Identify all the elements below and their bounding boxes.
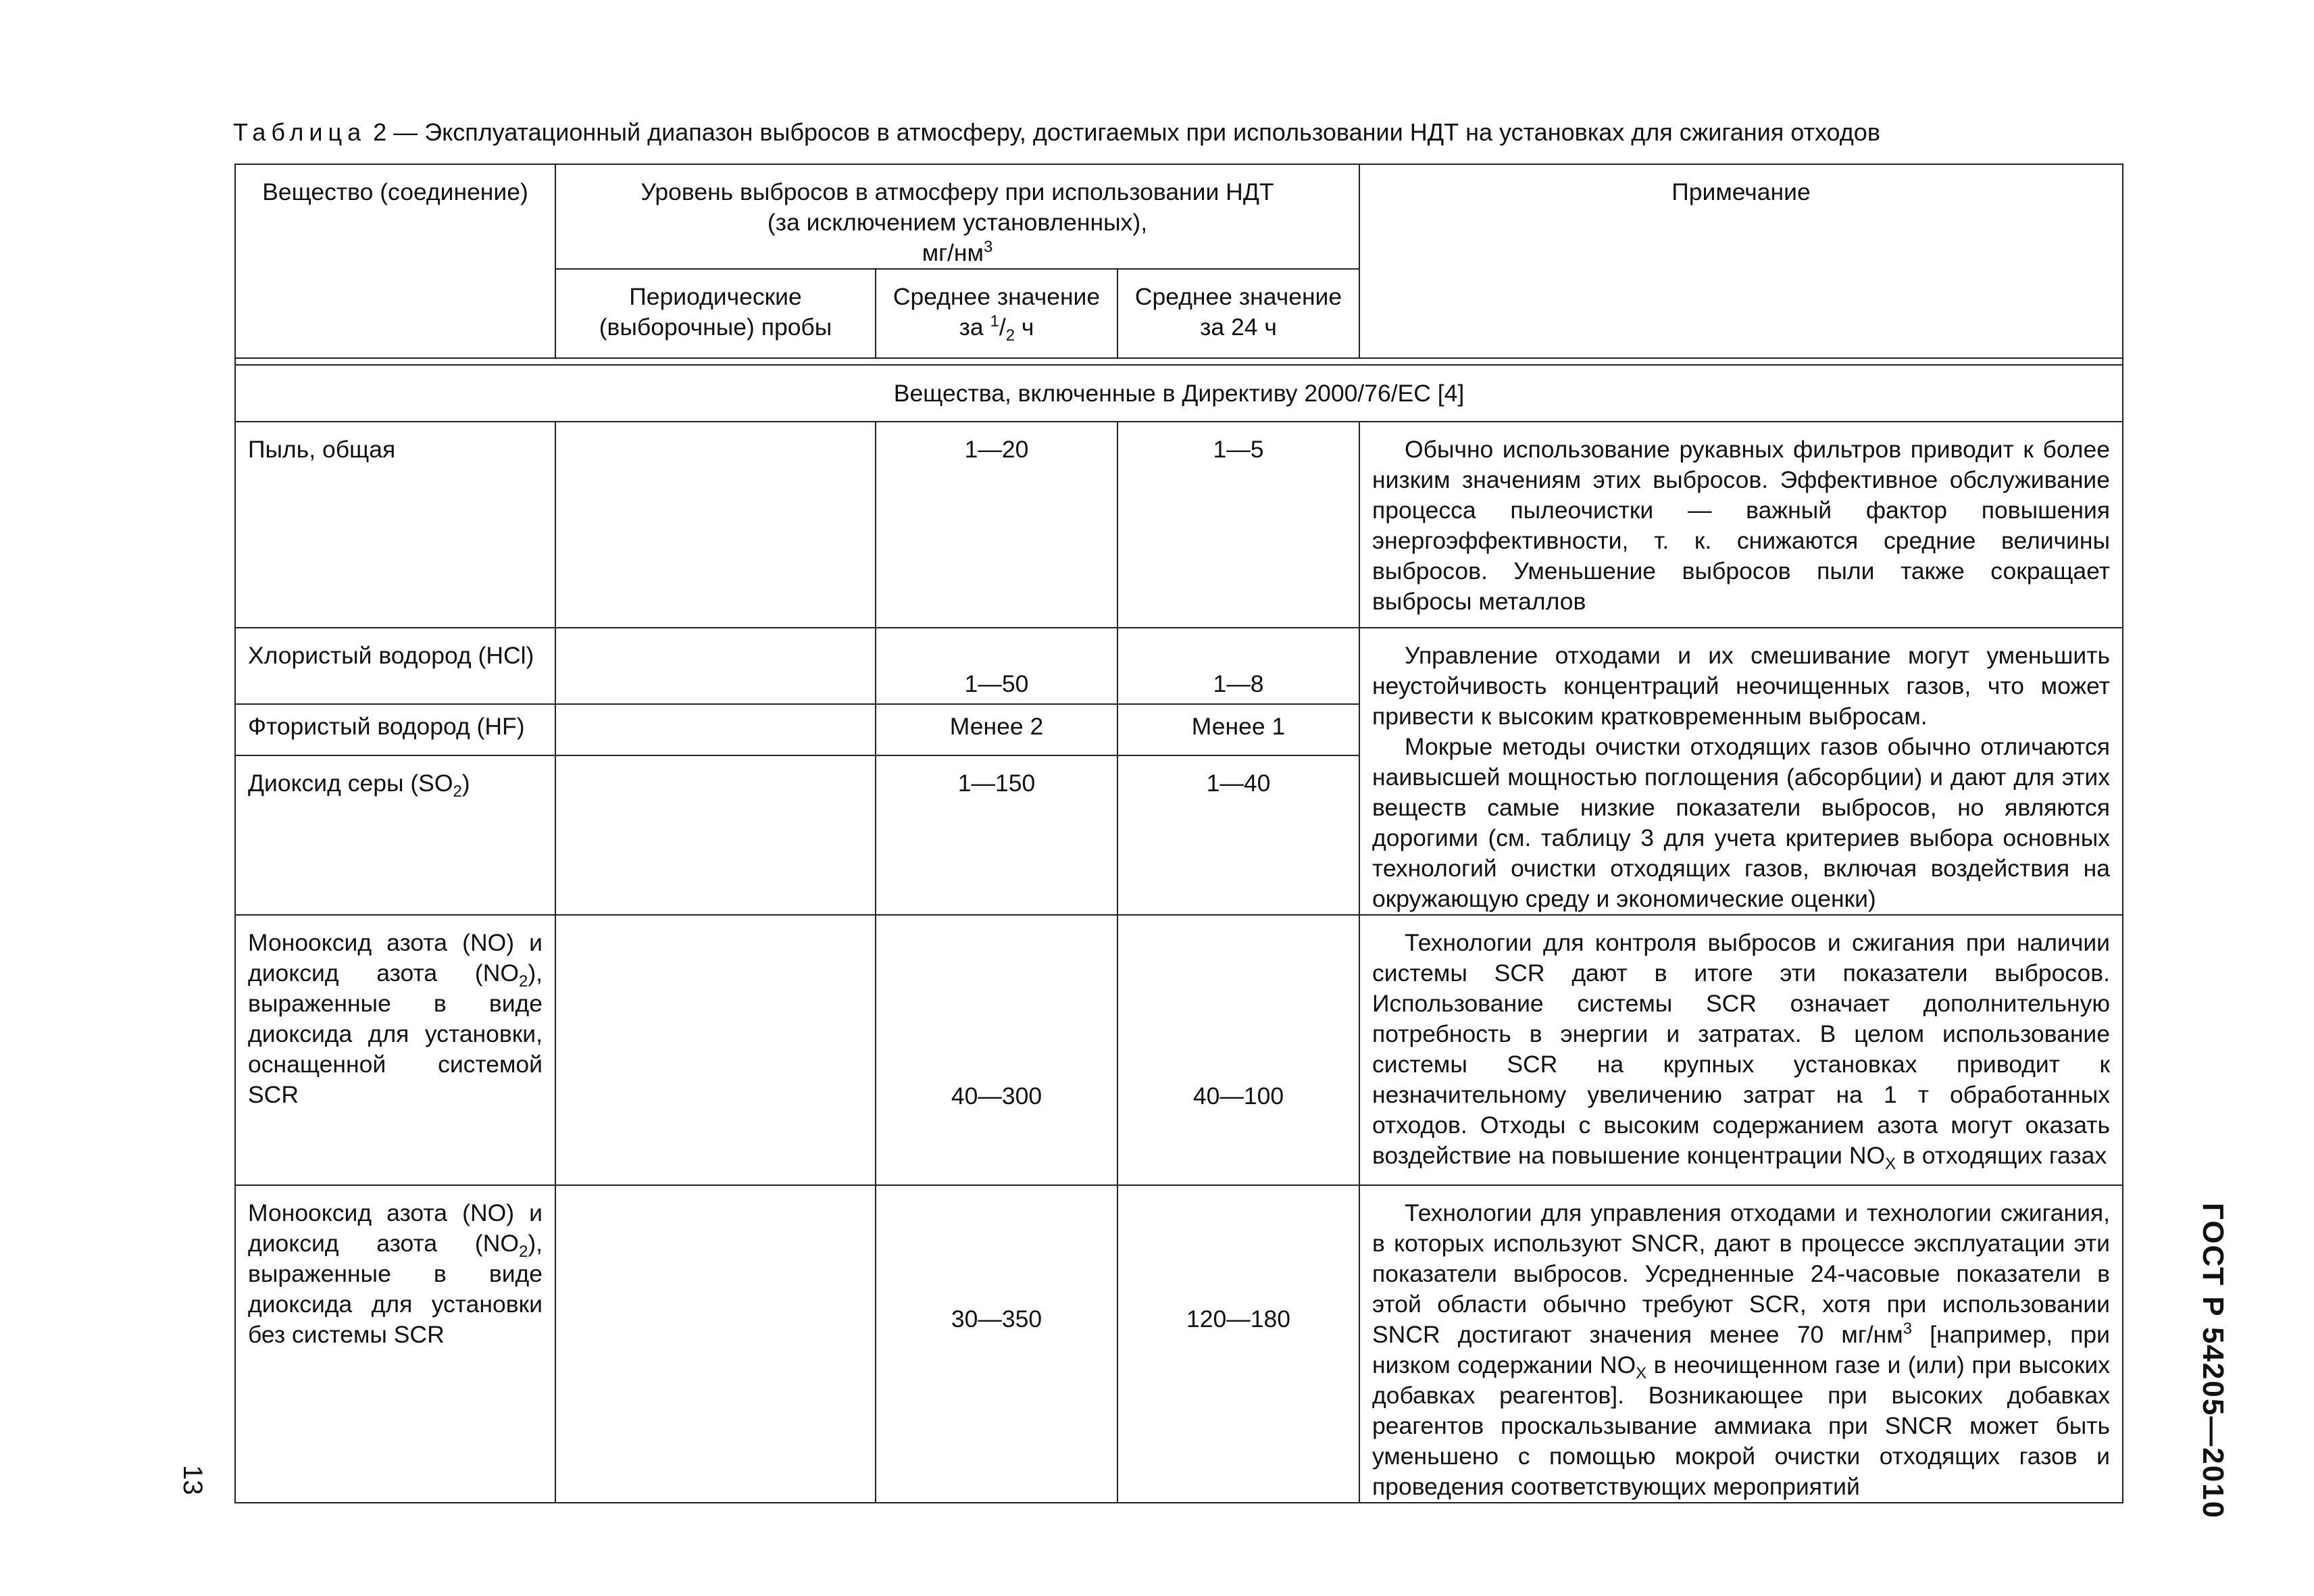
header-note: Примечание bbox=[1359, 164, 2123, 358]
note-cell: Управление отходами и их смешивание могут уменьшить неустойчивость концентраций неочищенных газов, что может привести к высоким кратковременным выбросам. Мокрые методы очистки отходящих газов обычно отличаются наивысшей мощностью поглощения (абсорбции) и дают для этих веществ самые низкие показатели выбросов, но являются дорогими (см. таблицу 3 для учета критериев выбора основных технологий очистки отходящих газов, включая воздействия на окружающую среду и экономические оценки) bbox=[1359, 628, 2123, 915]
periodic-cell bbox=[555, 915, 876, 1185]
half-hour-cell: 40—300 bbox=[876, 915, 1117, 1185]
table-row-hcl bbox=[235, 628, 2123, 704]
table-row-nox-scr bbox=[235, 915, 2123, 1185]
half-hour-cell: 1—150 bbox=[876, 755, 1117, 915]
caption-text: 2 — Эксплуатационный диапазон выбросов в атмосферу, достигаемых при использовании НДТ на установках для сжигания отходов bbox=[373, 118, 1880, 146]
caption-label: Таблица bbox=[233, 118, 367, 146]
emissions-table bbox=[234, 164, 2123, 1503]
half-hour-cell: 1—20 bbox=[876, 422, 1117, 628]
day-cell: 1—5 bbox=[1117, 422, 1359, 628]
day-cell: 120—180 bbox=[1117, 1185, 1359, 1503]
page-number: 13 bbox=[178, 1465, 207, 1495]
substance-cell: Фтористый водород (HF) bbox=[235, 704, 555, 755]
substance-cell: Диоксид серы $(SO_2)$ bbox=[235, 755, 555, 915]
substance-cell: Монооксид азота (NO) и диоксид азота $(NO_2)$, выраженные в виде диоксида для установки, оснащенной системой SCR bbox=[235, 915, 555, 1185]
header-24h: Среднее значение за 24 ч bbox=[1117, 269, 1359, 358]
periodic-cell bbox=[555, 422, 876, 628]
document-standard-label: ГОСТ Р 54205—2010 bbox=[2196, 1203, 2230, 1520]
header-substance: Вещество (соединение) bbox=[235, 164, 555, 358]
periodic-cell bbox=[555, 1185, 876, 1503]
half-hour-cell: 1—50 bbox=[876, 628, 1117, 704]
header-periodic: Периодические (выборочные) пробы bbox=[555, 269, 876, 358]
section-title: Вещества, включенные в Директиву 2000/76/ЕС [4] bbox=[235, 365, 2123, 422]
note-cell: Технологии для управления отходами и технологии сжигания, в которых используют SNCR, дают в процессе эксплуатации эти показатели выбросов. Усредненные 24-часовые показатели в этой области обычно требуют SCR, хотя при использовании SNCR достигают значения менее 70 $мг/нм^3$ [например, при низком содержании $NO_X$ в неочищенном газе и (или) при высоких добавках реагентов]. Возникающее при высоких добавках реагентов проскальзывание аммиака при SNCR может быть уменьшено с помощью мокрой очистки отходящих газов и проведения соответствующих мероприятий bbox=[1359, 1185, 2123, 1503]
header-half-hour: Среднее значение за $^1/_2$ ч bbox=[876, 269, 1117, 358]
periodic-cell bbox=[555, 628, 876, 704]
day-cell: 1—8 bbox=[1117, 628, 1359, 704]
half-hour-cell: 30—350 bbox=[876, 1185, 1117, 1503]
header-separator bbox=[235, 358, 2123, 365]
day-cell: Менее 1 bbox=[1117, 704, 1359, 755]
day-cell: 1—40 bbox=[1117, 755, 1359, 915]
substance-cell: Пыль, общая bbox=[235, 422, 555, 628]
table-caption bbox=[233, 114, 1880, 151]
table-row-nox-noscr bbox=[235, 1185, 2123, 1503]
periodic-cell bbox=[555, 704, 876, 755]
header-emission-level: Уровень выбросов в атмосферу при использовании НДТ (за исключением установленных), $мг/нм^3$ bbox=[555, 164, 1359, 269]
note-cell: Технологии для контроля выбросов и сжигания при наличии системы SCR дают в итоге эти показатели выбросов. Использование системы SCR означает дополнительную потребность в энергии и затратах. В целом использование системы SCR на крупных установках приводит к незначительному увеличению затрат на 1 т обработанных отходов. Отходы с высоким содержанием азота могут оказать воздействие на повышение концентрации $NO_X$ в отходящих газах bbox=[1359, 915, 2123, 1185]
header-row-1 bbox=[235, 164, 2123, 269]
half-hour-cell: Менее 2 bbox=[876, 704, 1117, 755]
note-cell: Обычно использование рукавных фильтров приводит к более низким значениям этих выбросов. Эффективное обслуживание процесса пылеочистки — важный фактор повышения энергоэффективности, т. к. снижаются средние величины выбросов. Уменьшение выбросов пыли также сокращает выбросы металлов bbox=[1359, 422, 2123, 628]
substance-cell: Хлористый водород (HCl) bbox=[235, 628, 555, 704]
day-cell: 40—100 bbox=[1117, 915, 1359, 1185]
table-row-dust bbox=[235, 422, 2123, 628]
substance-cell: Монооксид азота (NO) и диоксид азота $(NO_2)$, выраженные в виде диоксида для установки без системы SCR bbox=[235, 1185, 555, 1503]
section-row bbox=[235, 365, 2123, 422]
periodic-cell bbox=[555, 755, 876, 915]
